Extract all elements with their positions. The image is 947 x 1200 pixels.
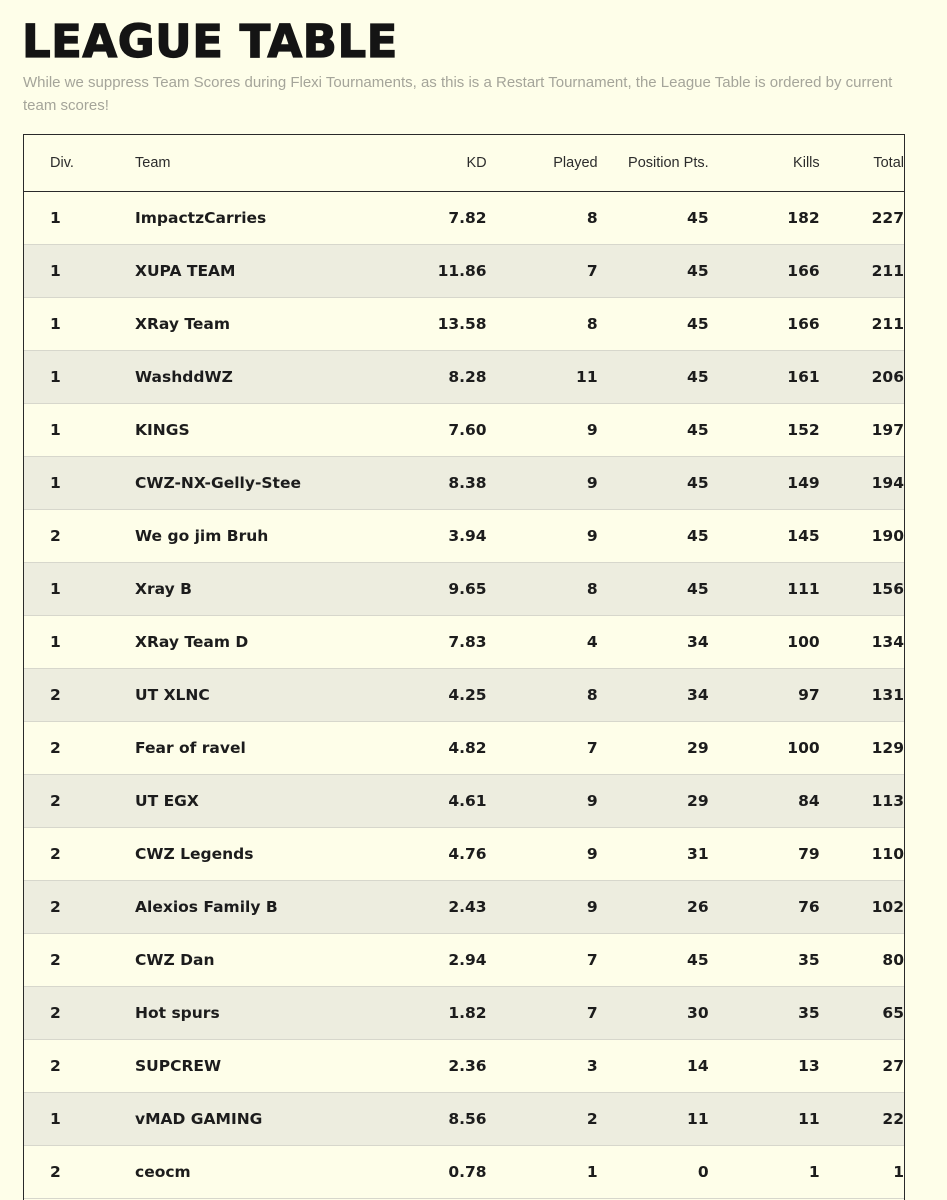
- league-table-container[interactable]: [23, 134, 905, 1200]
- cell-position-pts: 0: [697, 1162, 709, 1181]
- cell-played: 8: [586, 314, 598, 333]
- cell-position-pts: 26: [687, 897, 709, 916]
- cell-played: 9: [586, 791, 598, 810]
- cell-played: 9: [586, 897, 598, 916]
- table-row[interactable]: [24, 350, 904, 403]
- cell-position-pts: 45: [687, 314, 709, 333]
- table-header: [24, 135, 904, 191]
- cell-kills: 76: [798, 897, 820, 916]
- cell-position-pts: 45: [687, 950, 709, 969]
- cell-kd: 11.86: [437, 261, 487, 280]
- cell-total: 1: [893, 1162, 904, 1181]
- cell-total: 129: [871, 738, 904, 757]
- cell-kd: 1.82: [448, 1003, 487, 1022]
- table-row[interactable]: [24, 456, 904, 509]
- header-team[interactable]: Team: [135, 154, 171, 171]
- table-body: [24, 191, 904, 1198]
- cell-div: 2: [50, 685, 61, 704]
- cell-played: 7: [586, 738, 598, 757]
- cell-kd: 13.58: [437, 314, 487, 333]
- cell-kills: 182: [787, 208, 820, 227]
- cell-team: XRay Team: [135, 314, 231, 333]
- cell-team: Hot spurs: [135, 1003, 220, 1022]
- cell-div: 1: [50, 473, 61, 492]
- cell-total: 27: [882, 1056, 904, 1075]
- cell-div: 2: [50, 897, 61, 916]
- cell-position-pts: 34: [687, 685, 709, 704]
- cell-kills: 166: [787, 261, 820, 280]
- cell-kills: 111: [787, 579, 820, 598]
- cell-kills: 100: [787, 632, 820, 651]
- table-row[interactable]: [24, 244, 904, 297]
- table-row[interactable]: [24, 615, 904, 668]
- cell-played: 1: [586, 1162, 598, 1181]
- cell-total: 227: [871, 208, 904, 227]
- cell-kd: 7.83: [448, 632, 487, 651]
- cell-div: 2: [50, 1003, 61, 1022]
- cell-div: 2: [50, 950, 61, 969]
- cell-total: 113: [871, 791, 904, 810]
- cell-kd: 2.36: [448, 1056, 487, 1075]
- cell-total: 102: [871, 897, 904, 916]
- table-row[interactable]: [24, 1039, 904, 1092]
- cell-div: 1: [50, 1109, 61, 1128]
- cell-total: 194: [871, 473, 904, 492]
- cell-played: 11: [576, 367, 598, 386]
- table-row[interactable]: [24, 509, 904, 562]
- table-row[interactable]: [24, 1092, 904, 1145]
- cell-div: 2: [50, 1162, 61, 1181]
- cell-kd: 9.65: [448, 579, 487, 598]
- cell-div: 1: [50, 208, 61, 227]
- cell-total: 206: [871, 367, 904, 386]
- cell-position-pts: 30: [687, 1003, 709, 1022]
- cell-kd: 8.56: [448, 1109, 487, 1128]
- cell-played: 8: [586, 579, 598, 598]
- cell-team: UT XLNC: [135, 685, 210, 704]
- cell-div: 1: [50, 579, 61, 598]
- cell-kd: 7.60: [448, 420, 487, 439]
- cell-played: 7: [586, 1003, 598, 1022]
- cell-total: 211: [871, 314, 904, 333]
- cell-played: 9: [586, 844, 598, 863]
- cell-team: SUPCREW: [135, 1056, 222, 1075]
- cell-position-pts: 45: [687, 208, 709, 227]
- cell-position-pts: 29: [687, 738, 709, 757]
- header-div[interactable]: Div.: [50, 154, 74, 171]
- cell-position-pts: 45: [687, 473, 709, 492]
- cell-div: 2: [50, 526, 61, 545]
- cell-kills: 11: [798, 1109, 820, 1128]
- cell-played: 3: [586, 1056, 598, 1075]
- cell-kills: 100: [787, 738, 820, 757]
- header-played[interactable]: Played: [553, 154, 598, 171]
- header-total[interactable]: Total: [873, 154, 904, 171]
- cell-kd: 2.94: [448, 950, 487, 969]
- cell-kd: 4.61: [448, 791, 487, 810]
- table-row[interactable]: [24, 986, 904, 1039]
- cell-team: WashddWZ: [135, 367, 233, 386]
- cell-position-pts: 29: [687, 791, 709, 810]
- cell-kills: 149: [787, 473, 820, 492]
- cell-team: CWZ-NX-Gelly-Stee: [135, 473, 301, 492]
- cell-position-pts: 45: [687, 261, 709, 280]
- cell-kills: 13: [798, 1056, 820, 1075]
- cell-played: 9: [586, 420, 598, 439]
- table-row[interactable]: [24, 721, 904, 774]
- table-row[interactable]: [24, 1145, 904, 1198]
- cell-played: 9: [586, 473, 598, 492]
- cell-kd: 8.38: [448, 473, 487, 492]
- cell-team: XRay Team D: [135, 632, 249, 651]
- cell-team: Xray B: [135, 579, 192, 598]
- table-row[interactable]: [24, 880, 904, 933]
- cell-played: 4: [586, 632, 598, 651]
- cell-div: 2: [50, 1056, 61, 1075]
- cell-total: 197: [871, 420, 904, 439]
- cell-total: 134: [871, 632, 904, 651]
- table-row[interactable]: [24, 933, 904, 986]
- cell-position-pts: 14: [687, 1056, 709, 1075]
- cell-div: 2: [50, 844, 61, 863]
- table-row[interactable]: [24, 191, 904, 244]
- cell-team: Alexios Family B: [135, 897, 278, 916]
- cell-div: 1: [50, 367, 61, 386]
- cell-kills: 35: [798, 1003, 820, 1022]
- cell-total: 156: [871, 579, 904, 598]
- cell-position-pts: 45: [687, 579, 709, 598]
- cell-team: ImpactzCarries: [135, 208, 267, 227]
- cell-kills: 97: [798, 685, 820, 704]
- cell-played: 9: [586, 526, 598, 545]
- cell-kd: 7.82: [448, 208, 487, 227]
- cell-div: 1: [50, 420, 61, 439]
- page-title: LEAGUE TABLE: [22, 15, 398, 68]
- cell-played: 8: [586, 208, 598, 227]
- cell-total: 190: [871, 526, 904, 545]
- cell-played: 7: [586, 950, 598, 969]
- cell-team: XUPA TEAM: [135, 261, 236, 280]
- cell-kills: 1: [808, 1162, 820, 1181]
- cell-team: We go jim Bruh: [135, 526, 269, 545]
- header-row: [24, 135, 904, 191]
- cell-div: 2: [50, 738, 61, 757]
- cell-div: 1: [50, 261, 61, 280]
- cell-kills: 79: [798, 844, 820, 863]
- cell-kills: 166: [787, 314, 820, 333]
- cell-team: UT EGX: [135, 791, 199, 810]
- table-row[interactable]: [24, 668, 904, 721]
- cell-div: 1: [50, 314, 61, 333]
- table-row[interactable]: [24, 827, 904, 880]
- cell-kd: 3.94: [448, 526, 487, 545]
- cell-total: 22: [882, 1109, 904, 1128]
- cell-position-pts: 45: [687, 420, 709, 439]
- table-row[interactable]: [24, 562, 904, 615]
- page-subtitle: While we suppress Team Scores during Flexi Tournaments, as this is a Restart Tournament, the League Table is ordered by current team scores!: [23, 74, 893, 114]
- cell-kd: 2.43: [448, 897, 487, 916]
- cell-total: 80: [882, 950, 904, 969]
- cell-team: KINGS: [135, 420, 190, 439]
- cell-played: 8: [586, 685, 598, 704]
- cell-kills: 35: [798, 950, 820, 969]
- cell-kd: 8.28: [448, 367, 487, 386]
- cell-kd: 4.82: [448, 738, 487, 757]
- cell-position-pts: 31: [687, 844, 709, 863]
- cell-total: 110: [871, 844, 904, 863]
- cell-kills: 84: [798, 791, 820, 810]
- cell-position-pts: 45: [687, 526, 709, 545]
- cell-position-pts: 45: [687, 367, 709, 386]
- table-row[interactable]: [24, 774, 904, 827]
- header-position-pts[interactable]: Position Pts.: [628, 154, 709, 171]
- cell-team: CWZ Legends: [135, 844, 254, 863]
- header-kills[interactable]: Kills: [793, 154, 820, 171]
- cell-kd: 4.76: [448, 844, 487, 863]
- header-kd[interactable]: KD: [466, 154, 487, 171]
- cell-team: ceocm: [135, 1162, 191, 1181]
- cell-kills: 161: [787, 367, 820, 386]
- cell-position-pts: 34: [687, 632, 709, 651]
- table-row[interactable]: [24, 297, 904, 350]
- cell-position-pts: 11: [687, 1109, 709, 1128]
- cell-kills: 145: [787, 526, 820, 545]
- cell-total: 131: [871, 685, 904, 704]
- cell-div: 1: [50, 632, 61, 651]
- cell-total: 65: [882, 1003, 904, 1022]
- cell-kd: 4.25: [448, 685, 487, 704]
- cell-played: 2: [586, 1109, 598, 1128]
- cell-kills: 152: [787, 420, 820, 439]
- cell-kd: 0.78: [448, 1162, 487, 1181]
- cell-total: 211: [871, 261, 904, 280]
- league-table: [24, 135, 904, 1199]
- cell-played: 7: [586, 261, 598, 280]
- cell-team: Fear of ravel: [135, 738, 246, 757]
- table-row[interactable]: [24, 403, 904, 456]
- cell-div: 2: [50, 791, 61, 810]
- cell-team: CWZ Dan: [135, 950, 215, 969]
- cell-team: vMAD GAMING: [135, 1109, 263, 1128]
